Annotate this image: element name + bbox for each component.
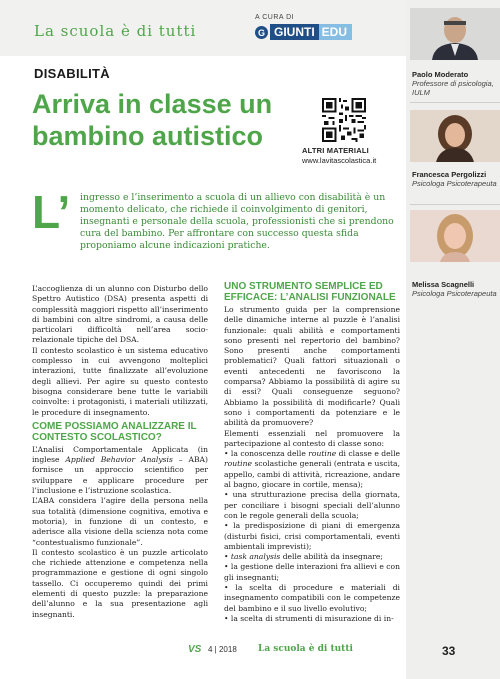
author-info — [412, 70, 498, 97]
author-name: Francesca Pergolizzi — [412, 170, 487, 179]
author-name: Paolo Moderato — [412, 70, 469, 79]
body-paragraph: Elementi essenziali nel promuovere la partecipazione al contesto di classe sono: — [224, 428, 400, 448]
a-cura-di-label: A CURA DI — [255, 14, 295, 21]
author-role: Psicologa Psicoterapeuta — [412, 179, 497, 188]
article-headline — [32, 88, 302, 152]
giunti-g-icon: G — [255, 26, 268, 39]
drop-cap: L’ — [32, 186, 71, 238]
bullet-item: • task analysis delle abilità da insegnare; — [224, 552, 383, 562]
author-info — [412, 170, 498, 188]
author-photo-moderato — [410, 8, 500, 60]
issue-number: 4 | 2018 — [208, 645, 237, 654]
headline-line-2: bambino autistico — [32, 121, 264, 151]
brand-edu: EDU — [319, 24, 352, 40]
subheading-analizzare-contesto: COME POSSIAMO ANALIZZARE IL CONTESTO SCOLASTICO? — [32, 420, 197, 443]
series-title: La scuola è di tutti — [34, 22, 197, 40]
vs-logo: VS — [188, 644, 202, 655]
page-number: 33 — [442, 644, 456, 658]
headline-line-1: Arriva in classe un — [32, 89, 273, 119]
page-footer — [0, 640, 406, 664]
author-role: Professore di psicologia, IULM — [412, 79, 494, 97]
body-paragraph: Il contesto scolastico è un sistema educativo complesso in cui avvengono molteplici interazioni, tutte finalizzate all’evoluzione degli allievi. Per agire su questo contesto bisogna considerare bene tutte le variabili coinvolte: i protagonisti, i materiali utilizzati, le procedure di insegnamento. — [32, 345, 208, 417]
body-paragraph: Lo strumento guida per la comprensione delle dinamiche interne al puzzle è l’analisi funzionale: quali abilità e comportamenti sono presenti nel repertorio del bambino? Sono presenti anche comportamenti problematici? Quali fattori situazionali o eventi antecedenti ne favoriscono la comparsa? Abbiamo la possibilità di agire su di essi? Quali conseguenze seguono? Abbiamo la possibilità di modificarle? Quali sono i comportamenti da potenziare e le abilità da promuovere? — [224, 305, 400, 428]
column-right — [224, 281, 400, 624]
section-label: DISABILITÀ — [34, 66, 110, 81]
body-paragraph: Il contesto scolastico è un puzzle articolato che richiede attenzione e competenza nella programmazione e gestione di ogni singolo tassello. Ci occuperemo quindi dei primi elementi di questo puzzle: la preparazione dell’alunno e la sua presentazione agli insegnanti. — [32, 547, 208, 619]
bullet-item: • la gestione delle interazioni fra allievi e con gli insegnanti; — [224, 562, 400, 582]
author-photo-scagnelli — [410, 210, 500, 262]
footer-series-title: La scuola è di tutti — [258, 644, 353, 654]
subheading-analisi-funzionale: UNO STRUMENTO SEMPLICE ED EFFICACE: L’ANALISI FUNZIONALE — [224, 281, 396, 303]
column-left — [32, 284, 208, 620]
author-name: Melissa Scagnelli — [412, 280, 475, 289]
qr-code-icon[interactable] — [322, 98, 366, 142]
lead-text: ingresso e l’inserimento a scuola di un allievo con disabilità è un momento delicato, che richiede il coinvolgimento di genitori, insegnanti e personale della scuola, professionisti che si prendono cura del bambino. Per affrontare con successo questa sfida proponiamo alcune indicazioni pratiche. — [80, 192, 394, 251]
author-divider — [410, 204, 500, 205]
bullet-item: • la conoscenza delle routine di classe e delle routine scolastiche generali (entrata e uscita, appello, cambi di attività, ricreazione, andare al bagno, giocare in cortile, mensa); — [224, 449, 400, 490]
altri-materiali — [302, 146, 406, 166]
author-divider — [410, 102, 500, 103]
page-header — [0, 0, 406, 56]
body-paragraph: L’Analisi Comportamentale Applicata (in inglese Applied Behavior Analysis – ABA) fornisce un approccio scientifico per sviluppare e applicare procedure per l’inclusione e l’istruzione scolastica. — [32, 444, 208, 496]
giunti-edu-logo — [255, 24, 352, 40]
body-paragraph: L’ABA considera l’agire della persona nella sua totalità (dimensione cognitiva, emotiva e motoria), in funzione di un contesto, e aderisce alla visione della scienza nota come “contestualismo funzionale”. — [32, 496, 208, 547]
altri-materiali-label: ALTRI MATERIALI — [302, 146, 369, 155]
bullet-item: • la scelta di strumenti di misurazione di in- — [224, 613, 394, 623]
bullet-item: • una strutturazione precisa della giornata, per conciliare i bisogni speciali dell’alunno con le regole generali della scuola; — [224, 490, 400, 520]
author-photo-pergolizzi — [410, 110, 500, 162]
bullet-item: • la predisposizione di piani di emergenza (disturbi fisici, crisi comportamentali, eventi ambientali imprevisti); — [224, 521, 400, 551]
author-info — [412, 280, 498, 298]
body-paragraph: L’accoglienza di un alunno con Disturbo dello Spettro Autistico (DSA) presenta aspetti di complessità maggiori rispetto all’inserimento di bambini con altre sindromi, a causa delle particolari difficoltà nell’area socio-relazionale tipiche del DSA. — [32, 284, 208, 345]
brand-giunti: GIUNTI — [270, 24, 319, 40]
altri-materiali-url[interactable]: www.lavitascolastica.it — [302, 156, 377, 165]
lead-paragraph — [32, 186, 398, 264]
author-role: Psicologa Psicoterapeuta — [412, 289, 497, 298]
bullet-item: • la scelta di procedure e materiali di insegnamento compatibili con le competenze del bambino e il suo livello evolutivo; — [224, 583, 400, 613]
